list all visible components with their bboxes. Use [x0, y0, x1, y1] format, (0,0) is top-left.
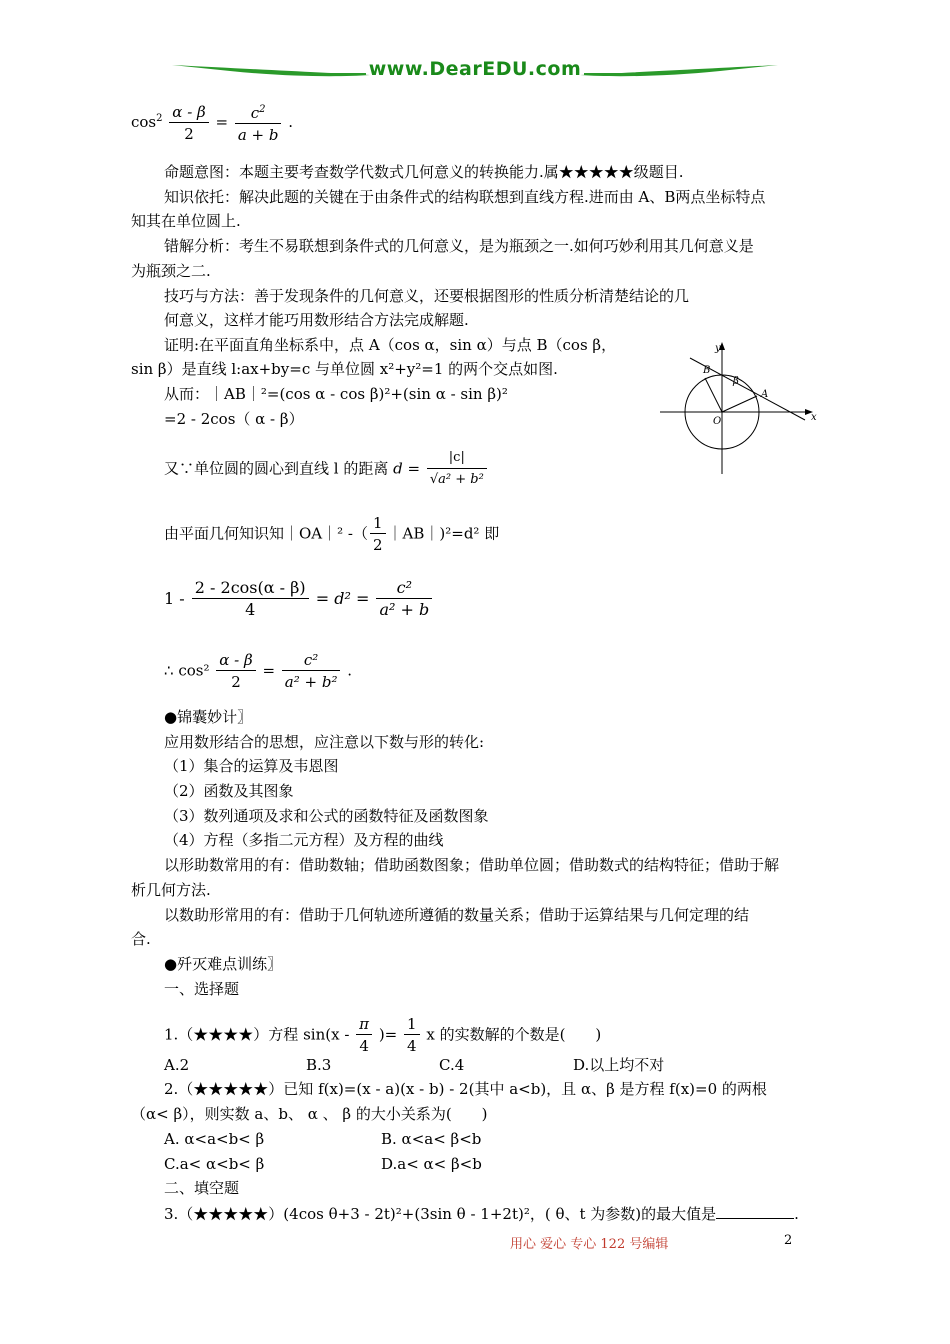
q2-option-b: B. α<a< β<b: [381, 1130, 482, 1148]
tips-item: （3）数列通项及求和公式的函数特征及函数图象: [164, 807, 489, 825]
subsection-choice: 一、选择题: [164, 980, 240, 998]
beta-label: β: [733, 376, 739, 387]
question-1: 1.（★★★★）方程 sin(x - $\frac{\pi}{4}$ )= $\frac{1}{4}$ x 的实数解的个数是( ): [164, 1015, 602, 1055]
paragraph-error-2: 为瓶颈之二.: [131, 262, 211, 280]
site-header: www.DearEDU.com: [368, 58, 582, 80]
section-tips-heading: ●锦囊妙计〗: [164, 708, 253, 726]
tips-item: （2）函数及其图象: [164, 782, 294, 800]
question-2-line-2: （α< β），则实数 a、b、 α 、 β 的大小关系为( ): [131, 1105, 488, 1123]
point-b-label: B: [703, 365, 711, 376]
q1-option-d: D.以上均不对: [573, 1056, 665, 1074]
q2-option-a: A. α<a<b< β: [164, 1130, 265, 1148]
paragraph-basis-1: 知识依托：解决此题的关键在于由条件式的结构联想到直线方程.进而由 A、B两点坐标特点: [164, 188, 766, 206]
q1-option-c: C.4: [439, 1056, 465, 1074]
paragraph-method-2: 何意义，这样才能巧用数形结合方法完成解题.: [164, 311, 469, 329]
tips-paragraph-1a: 以形助数常用的有：借助数轴；借助函数图象；借助单位圆；借助数式的结构特征；借助于解: [164, 856, 780, 874]
paragraph-basis-2: 知其在单位圆上.: [131, 212, 241, 230]
q1-option-b: B.3: [306, 1056, 332, 1074]
point-a-label: A: [761, 389, 769, 400]
proof-line-3: 从而：｜AB｜²=(cos α - cos β)²+(sin α - sin β)²: [164, 385, 508, 403]
equation-3: ∴ cos² $\frac{\alpha - \beta}{2}$ = $\frac{\text{c²}}{\text{a² + b²}}$ .: [164, 651, 353, 691]
subsection-fill: 二、填空题: [164, 1179, 240, 1197]
unit-circle-figure: [655, 338, 825, 478]
section-training-heading: ●歼灭难点训练〗: [164, 955, 283, 973]
section-tips-intro: 应用数形结合的思想，应注意以下数与形的转化:: [164, 733, 485, 751]
proof-line-1: 证明:在平面直角坐标系中，点 A（cos α，sin α）与点 B（cos β，: [164, 336, 617, 354]
proof-line-5: 又∵单位圆的圆心到直线 l 的距离 d = $\frac{|c|}{\text{√a² + b²}}$: [164, 448, 489, 491]
proof-line-6: 由平面几何知识知｜OA｜² -（ $\frac{1}{2}$ ｜AB｜)²=d² 即: [164, 514, 500, 554]
q1-option-a: A.2: [164, 1056, 190, 1074]
paragraph-intent: 命题意图：本题主要考查数学代数式几何意义的转换能力.属★★★★★级题目.: [164, 163, 684, 181]
formula-top: $\cos^2$ $\frac{\alpha - \beta}{2}$ = $\frac{c^2}{a + b}$ .: [131, 100, 293, 146]
axis-x-label: x: [811, 412, 817, 423]
question-3: 3.（★★★★★）(4cos θ+3 - 2t)²+(3sin θ - 1+2t)²，( θ、t 为参数)的最大值是 .: [164, 1202, 799, 1225]
paragraph-method-1: 技巧与方法：善于发现条件的几何意义，还要根据图形的性质分析清楚结论的几: [164, 287, 690, 305]
tips-item: （1）集合的运算及韦恩图: [164, 757, 339, 775]
footer-note: 用心 爱心 专心 122 号编辑: [510, 1237, 669, 1252]
tips-paragraph-1b: 析几何方法.: [131, 881, 211, 899]
question-2-line-1: 2.（★★★★★）已知 f(x)=(x - a)(x - b) - 2(其中 a<b)，且 α、β 是方程 f(x)=0 的两根: [164, 1080, 767, 1098]
equation-2: 1 - $\frac{2 - 2\cos(\alpha - \beta)}{4}$ = d² = $\frac{\text{c²}}{\text{a² + b}}$: [164, 578, 434, 621]
axis-y-label: y: [715, 343, 721, 354]
origin-label: O: [713, 416, 722, 427]
q2-option-c: C.a< α<b< β: [164, 1155, 265, 1173]
proof-line-4: =2 - 2cos（ α - β）: [164, 410, 304, 428]
paragraph-error-1: 错解分析：考生不易联想到条件式的几何意义，是为瓶颈之一.如何巧妙利用其几何意义是: [164, 237, 754, 255]
q2-option-d: D.a< α< β<b: [381, 1155, 482, 1173]
tips-item: （4）方程（多指二元方程）及方程的曲线: [164, 831, 444, 849]
answer-blank: [716, 1202, 794, 1219]
tips-paragraph-2b: 合.: [131, 930, 151, 948]
page-number: 2: [784, 1233, 793, 1248]
tips-paragraph-2a: 以数助形常用的有：借助于几何轨迹所遵循的数量关系；借助于运算结果与几何定理的结: [164, 906, 750, 924]
proof-line-2: sin β）是直线 l:ax+by=c 与单位圆 x²+y²=1 的两个交点如图.: [131, 360, 558, 378]
